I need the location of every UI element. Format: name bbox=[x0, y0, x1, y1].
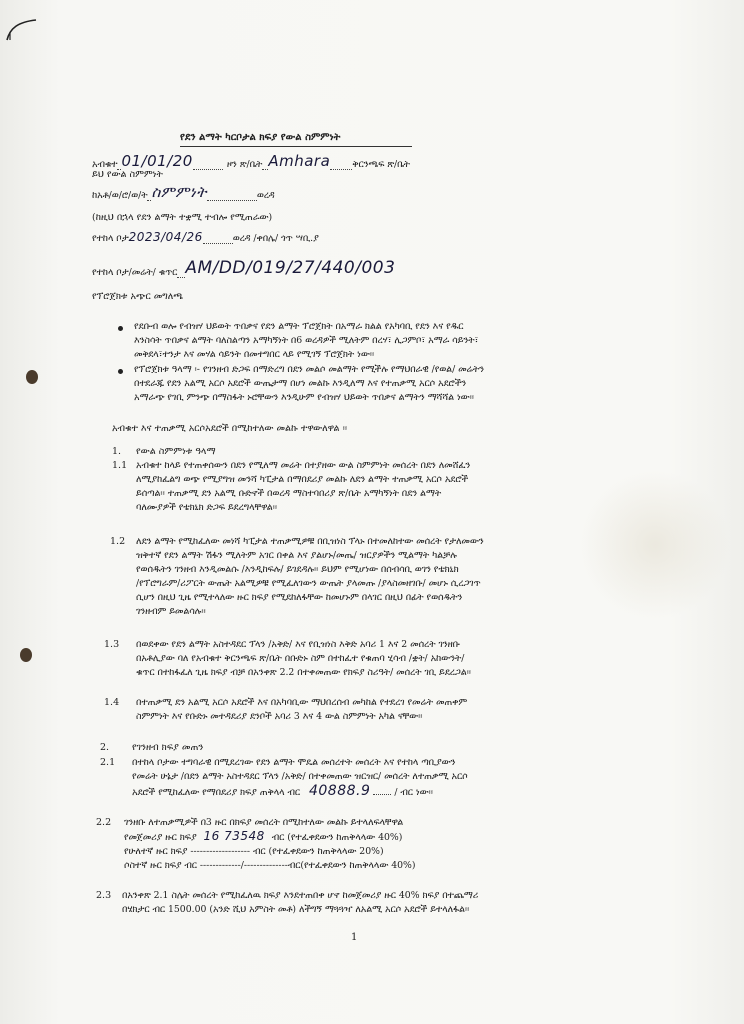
clause-1-4 bbox=[136, 696, 467, 724]
clause-1-1-line-1: አብቁተ ከላይ የተጠቀሰውን በደን የሚለማ መሬት በተያዘው ውል ስምምነት መሰረት በደን ለመሸፈን bbox=[136, 460, 471, 471]
clause-2-3-line-2: በሄክታር ብር 1500.00 (አንድ ሺህ አምስት መቶ) ለችግኝ ማጓጓዣ ለአልሚ አርሶ አደሮች ይተላለፋል፡፡ bbox=[122, 903, 470, 915]
section-2-heading: የገንዘብ ክፍያ መጠን bbox=[132, 742, 204, 753]
clause-1-1-line-3: ይሰጣል፡፡ ተጠቃሚ ደን አልሚ ቡድኖች በወረዳ ማስተባበሪያ ጽ/ቤት አማካኝነት በደን ልማት bbox=[136, 487, 442, 499]
code-value: AM/DD/019/27/440/003 bbox=[185, 258, 396, 278]
clause-1-2-line-2: ዝቅተኛ የደን ልማት ሽፋን ሚለትም አገር በቀል እና ያልሆኑ/መጤ/ ዝርያዎችን ሚልማት ካልቻሉ bbox=[136, 549, 457, 561]
corner-pen-mark-icon bbox=[4, 14, 44, 44]
reg-date-label: የተከላ ቦታ bbox=[92, 233, 129, 244]
clause-1-3-line-1: በወደቀው የደን ልማት አስተዳደር ፕላን /አቅድ/ እና የቢዝነስ እቅድ አባሪ 1 እና 2 መሰረት ገንዘቡ bbox=[136, 639, 460, 650]
field-row-reg-date bbox=[92, 230, 319, 244]
clause-2-3-line-1: በአንቀጽ 2.1 ስሌት መሰረት የሚከፈለዉ ክፍያ እንደተጠበቀ ሆኖ ከመጀመሪያ ዙር 40% ክፍያ በተጨማሪ bbox=[122, 890, 479, 901]
clause-1-1-line-4: ባለሙያዎች የቴክኒክ ድጋፍ ይደረግላቸዋል፡፡ bbox=[136, 501, 278, 513]
bullet-1-line-2: እንስሳት ጥበቃና ልማት ባለስልጣን አማካኝነት በ6 ወረዳዎች ሚለትም በረሃ፣ ሊጋምቦ፣ አማራ ሳይንት፣ bbox=[134, 334, 479, 346]
clause-1-2-line-4: /የፕሮግራም/ሪፖርት ውጤት አልሚዎቹ የሚፈለገውን ውጤት ያላመጡ /ያላስመዘገቡ/ መሆኑ ሲረጋገጥ bbox=[136, 577, 481, 589]
section-1-heading: የውል ስምምነቱ ዓላማ bbox=[136, 446, 216, 457]
clause-1-3-line-2: በአቶሊያው ባለ የአብቁተ ቅርንጫፍ ጽ/ቤት በቡድኑ ስም በተከፈተ የቁጠባ ሂሳብ /ቋት/ አከውንት/ bbox=[136, 652, 465, 664]
name-value: ስምምነት bbox=[151, 183, 207, 201]
clause-1-2-number: 1.2 bbox=[110, 536, 126, 547]
clause-2-1-line-1: በተከላ ቦታው ተግባራዊ በሚደረገው የደን ልማት ሞዴል መሰረተት መሰረት እና የተከላ ጣቢያውን bbox=[132, 757, 456, 768]
bullet-dot-1 bbox=[118, 326, 123, 331]
kebele-label: ዞን ጽ/ቤት bbox=[226, 159, 263, 170]
clause-1-2-line-6: ገንዘብም ይመልሳሉ፡፡ bbox=[136, 605, 206, 617]
kebele-value: Amhara bbox=[268, 152, 331, 170]
clause-2-2-number: 2.2 bbox=[96, 817, 112, 828]
clause-1-2-line-1: ለደን ልማት የሚከፈለው መነሻ ካፒታል ተጠቃሚዎቹ በቢዝነስ ፕላኑ በተመለከተው መሰረት የታለመውን bbox=[136, 536, 484, 547]
bullet-dot-2 bbox=[118, 369, 123, 374]
bullet-2-line-3: አማራጭ የገቢ ምንጭ በማስፋት ኑሮቸውን እንዲሁም የብዝሃ ህይወት ጥበቃና ልማትን ማሻሻል ነው፡፡ bbox=[134, 391, 474, 403]
date-label: አብቁተ bbox=[92, 159, 118, 170]
woreda-suffix: ወረዳ bbox=[256, 190, 275, 201]
clause-1-3-line-3: ቁጥር በተከፋፈለ ጊዜ ክፍያ ብቻ በአንቀጽ 2.2 በተቀመጠው የክፍያ ስሪዓት/ መሰረት ገቢ ይደረጋል፡፡ bbox=[136, 666, 471, 678]
paper-stain bbox=[580, 470, 730, 620]
section-1-number: 1. bbox=[112, 446, 122, 457]
clause-1-4-line-2: ስምምነት እና የቡድኑ መተዳደሪያ ደንቦች አባሪ 3 እና 4 ውል ስምምነት አካል ናቸው፡፡ bbox=[136, 710, 423, 722]
punch-hole-top bbox=[26, 370, 38, 384]
project-desc-label: የፕሮጀክቱ አጭር መግለጫ bbox=[92, 291, 183, 302]
bullet-1 bbox=[134, 320, 478, 362]
bullet-2-line-1: የፕሮጀክቱ ዓላማ ፡- የገንዘብ ድጋፍ በማድረግ በደን መልሶ መልማት የሚችሉ የማህበራዊ /የወል/ መሬትን bbox=[134, 364, 484, 375]
bullet-2-line-2: በተደራጁ የደን አልሚ አርሶ አደሮች ውጤታማ በሆነ መልኩ እንዲለማ እና የተጠቃሚ አርሶ አደሮችን bbox=[134, 377, 467, 389]
bullet-1-line-1: የደቡብ ወሎ የብዝሃ ህይወት ጥበቃና የደን ልማት ፕሮጀክት በአማራ ክልል የአካባቢ የደን እና የዱር bbox=[134, 321, 464, 332]
code-label: የተከላ ቦታ/መሬት/ ቁጥር bbox=[92, 267, 178, 278]
clause-1-4-line-1: በተጠቃሚ ደን አልሚ አርሶ አደሮች እና በአካባቢው ማህበረሰብ መካከል የተደረገ የመሬት መጠቀም bbox=[136, 697, 468, 708]
clause-2-1-number: 2.1 bbox=[100, 757, 116, 768]
bullet-2 bbox=[134, 363, 484, 405]
clause-2-2-line-2: የመጀመሪያ ዙር ክፍያ bbox=[124, 831, 197, 843]
clause-1-1-number: 1.1 bbox=[112, 460, 128, 471]
clause-2-1-line-3: አደሮች የሚከፈለው የማበደሪያ ክፍያ ጠቅላላ ብር bbox=[132, 786, 301, 798]
clause-1-2-line-3: የወሰዱትን ገንዘብ እንዲመልሱ /እንዲከፍሉ/ ይገደዳሉ፡፡ ይህም የሚሆነው በሰብሳቢ ወገን የቴክኒክ bbox=[136, 563, 459, 575]
clause-2-2-line-1: ገንዘቡ ለተጠቃሚዎች በ3 ዙር በክፍያ መሰረት በሚከተለው መልኩ ይተላለፍላቸዋል bbox=[124, 817, 404, 828]
agreement-line: ይህ የውል ስምምነት bbox=[92, 169, 163, 180]
intro-line: አብቁተ እና ተጠቃሚ አርሶአደሮች በሚከተለው መልኩ ተዋውለዋል ፡፡ bbox=[112, 423, 348, 434]
bullet-1-line-3: መቅደላ፣ተንታ እና መሃል ሳይንት በመተግበር ላይ የሚገኝ ፕሮጀክት ነው፡፡ bbox=[134, 348, 375, 360]
total-amount-suffix: / ብር ነው፡፡ bbox=[394, 786, 433, 798]
clause-2-2-line-4: ሶስተኛ ዙር ክፍያ ብር -------------/--------------ብር(የተፈቀደውን ከጠቅላላው 40%) bbox=[124, 859, 416, 871]
clause-2-2-line-2-row bbox=[124, 830, 416, 845]
clause-1-4-number: 1.4 bbox=[104, 697, 120, 708]
field-row-code bbox=[92, 258, 395, 278]
first-installment-value: 16 73548 bbox=[203, 828, 265, 843]
section-2-number: 2. bbox=[100, 742, 110, 753]
clause-2-2 bbox=[124, 816, 416, 873]
clause-2-3 bbox=[122, 889, 478, 917]
clause-2-1 bbox=[132, 756, 468, 800]
clause-1-1 bbox=[136, 459, 470, 515]
document-title: የደን ልማት ካርቦታል ክፍያ የውል ስምምነት bbox=[180, 132, 341, 143]
clause-1-2 bbox=[136, 535, 484, 618]
field-row-name bbox=[92, 183, 275, 201]
clause-1-3-number: 1.3 bbox=[104, 639, 120, 650]
name-label: ከአቶ/ወ/ሮ/ወ/ት bbox=[92, 190, 148, 201]
clause-2-2-line-3: የሁለተኛ ዙር ክፍያ ------------------- ብር (የተፈቀደውን ከጠቅላላው 20%) bbox=[124, 845, 384, 857]
title-underline bbox=[180, 146, 412, 147]
total-amount-value: 40888.9 bbox=[308, 782, 371, 799]
punch-hole-bottom bbox=[20, 648, 32, 662]
hereafter-note: (ከዚህ በኋላ የደን ልማት ተቋሚ ተብሎ የሚጠራው) bbox=[92, 212, 273, 223]
clause-1-3 bbox=[136, 638, 471, 680]
date-value: 01/01/20 bbox=[121, 152, 193, 170]
clause-2-1-line-3-row bbox=[132, 784, 468, 800]
page-number: 1 bbox=[351, 932, 358, 943]
clause-1-2-line-5: ሲሆን በዚህ ጊዜ የሚተላለው ዙር ክፍያ የሚደከለፋቸው ከመሆኑም በላገር በዚህ በፊት የወሰዱትን bbox=[136, 591, 463, 603]
office-suffix: ቅርንጫፍ ጽ/ቤት bbox=[352, 159, 410, 170]
first-installment-suffix: ብር (የተፈቀደውን ከጠቅላላው 40%) bbox=[271, 831, 403, 843]
reg-date-suffix: ወረዳ /ቀበሌ/ ጎጥ ሣቢ.ያ bbox=[232, 233, 319, 244]
reg-date-value: 2023/04/26 bbox=[128, 230, 203, 244]
clause-1-1-line-2: ለሚያከፈልግ ወጭ የሚያግዝ መንሻ ካፒታል በማበደሪያ መልኩ ለደን ልማት ተጠቃሚ አርሶ አደሮች bbox=[136, 473, 469, 485]
clause-2-3-number: 2.3 bbox=[96, 890, 112, 901]
clause-2-1-line-2: የመሬት ሁኔታ /በደን ልማት አስተዳደር ፕላን /አቅድ/ በተቀመጠው ዝርዝር/ መሰረት ለተጠቃሚ አርሶ bbox=[132, 770, 468, 782]
